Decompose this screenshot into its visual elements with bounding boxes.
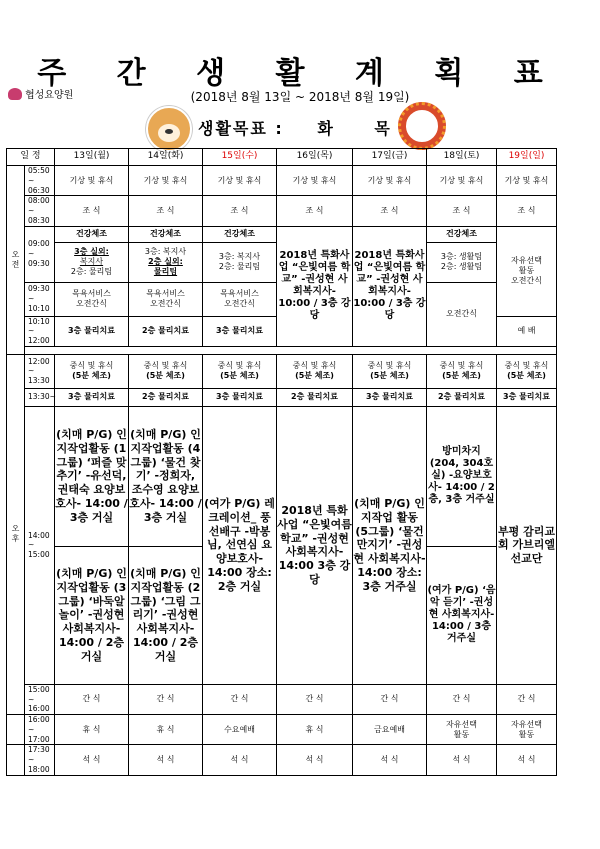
cell: 수요예배 <box>203 715 277 745</box>
cell: 기상 및 휴식 <box>129 166 203 196</box>
cell-line: 3층: 생활팀 <box>440 252 483 261</box>
cell-line: 중식 및 휴식 <box>439 361 484 371</box>
cell-line: 오전간식 <box>511 276 542 285</box>
col-header-schedule: 일 정 <box>7 149 55 166</box>
cell <box>129 282 203 316</box>
cell-line: (5분 체조) <box>370 371 409 381</box>
cell: 간 식 <box>497 684 557 714</box>
cell-line: 3층: 복지사 <box>144 247 187 256</box>
cell-line: 자유선택 <box>446 719 477 729</box>
cell <box>55 242 129 282</box>
tue-pm1-cell: (치매 P/G) 인지작업활동 (4그룹) ‘물건 찾기’ -정희자, 조수영 요양보호사- 14:00 / 3층 거실 <box>129 406 203 546</box>
cell: 건강체조 <box>427 226 497 242</box>
cell: 석 식 <box>129 745 203 775</box>
cell: 석 식 <box>497 745 557 775</box>
cell-line: 목욕서비스 <box>146 289 185 298</box>
wed-pm-cell: (여가 P/G) 레크레이션_ 풍선배구 -박봉님, 선연심 요양보호사- 14:00 장소: 2층 거실 <box>203 406 277 684</box>
cell: 건강체조 <box>203 226 277 242</box>
row-pm-program-1 <box>7 406 557 546</box>
header-row <box>7 149 557 166</box>
cell-line: 2층: 생활팀 <box>440 262 483 271</box>
cell: 간 식 <box>203 684 277 714</box>
cell <box>55 354 129 388</box>
cell: 기상 및 휴식 <box>203 166 277 196</box>
side-blank <box>7 715 25 745</box>
side-blank <box>7 745 25 775</box>
row-wake <box>7 166 557 196</box>
cell-line: 중식 및 휴식 <box>69 361 114 371</box>
cell <box>353 354 427 388</box>
cell-line: 중식 및 휴식 <box>217 361 262 371</box>
cell-line: 중식 및 휴식 <box>292 361 337 371</box>
cell: 조 식 <box>353 196 427 226</box>
cell-line: (5분 체조) <box>295 371 334 381</box>
cell: 기상 및 휴식 <box>427 166 497 196</box>
spacer <box>25 346 557 354</box>
row-rest <box>7 715 557 745</box>
cell-line: (5분 체조) <box>146 371 185 381</box>
cell-line: 자유선택 <box>511 256 542 265</box>
cell-line: 오전간식 <box>224 299 255 308</box>
pm-label: 오 후 <box>7 354 25 714</box>
row-am-end <box>7 346 557 354</box>
cell <box>203 282 277 316</box>
mon-pm1-cell: (치매 P/G) 인지작업활동 (1그룹) ‘퍼즐 맞추기’ -유선덕, 권태숙 요양보호사- 14:00 / 3층 거실 <box>55 406 129 546</box>
cell: 2층 물리치료 <box>427 388 497 406</box>
sat-pm2-cell: (여가 P/G) ‘음악 듣기’ -권성현 사회복지사- 14:00 / 3층 거주실 <box>427 546 497 684</box>
time-slot: 12:00 ~ 13:30 <box>25 354 55 388</box>
cell-line: 중식 및 휴식 <box>143 361 188 371</box>
cell-line: (5분 체조) <box>442 371 481 381</box>
day-fri: 17일(금) <box>353 149 427 166</box>
day-sun: 19일(일) <box>497 149 557 166</box>
cell-line: 3층: 복지사 <box>218 252 261 261</box>
cell: 휴 식 <box>129 715 203 745</box>
row-health-title <box>7 226 557 242</box>
cell-line: 목욕서비스 <box>220 289 259 298</box>
row-lunch <box>7 354 557 388</box>
cell: 기상 및 휴식 <box>277 166 353 196</box>
cell: 조 식 <box>203 196 277 226</box>
heart-wreath-illustration <box>398 102 446 150</box>
day-mon: 13일(월) <box>55 149 129 166</box>
cell-line: 오전간식 <box>150 299 181 308</box>
weekly-schedule-table <box>6 148 557 776</box>
cell-line: 오전간식 <box>76 299 107 308</box>
period: (2018년 8월 13일 ~ 2018년 8월 19일) <box>190 90 410 104</box>
cell: 건강체조 <box>129 226 203 242</box>
cell: 조 식 <box>497 196 557 226</box>
cell-line: 중식 및 휴식 <box>367 361 412 371</box>
life-goal <box>198 116 408 139</box>
time-slot: 05:50 ~ 06:30 <box>25 166 55 196</box>
day-sat: 18일(토) <box>427 149 497 166</box>
time-slot: 17:30 ~ 18:00 <box>25 745 55 775</box>
cell: 조 식 <box>277 196 353 226</box>
cell: 기상 및 휴식 <box>497 166 557 196</box>
goal-label: 생활목표 : <box>198 119 284 138</box>
cell <box>129 354 203 388</box>
page-title: 주 간 생 활 계 획 표 <box>37 56 563 91</box>
cell: 조 식 <box>129 196 203 226</box>
cell <box>277 354 353 388</box>
day-tue: 14일(화) <box>129 149 203 166</box>
cell: 예 배 <box>497 316 557 346</box>
cell-line: (5분 체조) <box>220 371 259 381</box>
cell: 2층 물리치료 <box>129 388 203 406</box>
cell: 3층 물리치료 <box>353 388 427 406</box>
cell-line: 활동 <box>518 729 535 739</box>
cell-line: 복지사 <box>79 257 104 266</box>
thu-pm-cell: 2018년 특화사업 “은빛여름 학교” -권성현 사회복지사- 14:00 3층 강당 <box>277 406 353 684</box>
cell: 휴 식 <box>55 715 129 745</box>
cell: 조 식 <box>55 196 129 226</box>
cell: 석 식 <box>277 745 353 775</box>
cell: 석 식 <box>353 745 427 775</box>
thu-special-cell: 2018년 특화사업 “은빛여름 학교” -권성현 사회복지사- 10:00 / 3층 강당 <box>277 226 353 346</box>
cell: 석 식 <box>427 745 497 775</box>
cell: 3층 물리치료 <box>203 316 277 346</box>
cell: 건강체조 <box>55 226 129 242</box>
sun-free-cell <box>497 226 557 316</box>
cell: 2층 물리치료 <box>277 388 353 406</box>
sun-pm-cell: 부평 감리교회 가브리엘 선교단 <box>497 406 557 684</box>
row-dinner <box>7 745 557 775</box>
org-name: 협성요양원 <box>25 90 74 101</box>
cell-line: 3층 실외: <box>74 247 109 256</box>
cell <box>203 242 277 282</box>
mon-pm2-cell: (치매 P/G) 인지작업활동 (3그룹) ‘바둑알 놀이’ -권성현 사회복지사- 14:00 / 2층 거실 <box>55 546 129 684</box>
cell: 석 식 <box>203 745 277 775</box>
cell: 조 식 <box>427 196 497 226</box>
cell: 간 식 <box>353 684 427 714</box>
time-slot: 16:00 ~ 17:00 <box>25 715 55 745</box>
cell: 간 식 <box>55 684 129 714</box>
cell: 기상 및 휴식 <box>55 166 129 196</box>
cell: 3층 물리치료 <box>497 388 557 406</box>
time-slot: 14:00 ~ 15:00 <box>25 406 55 684</box>
cell <box>427 354 497 388</box>
cell: 오전간식 <box>427 282 497 346</box>
cell: 기상 및 휴식 <box>353 166 427 196</box>
fri-special-cell: 2018년 특화사업 “은빛여름 학교” -권성현 사회복지사- 10:00 / 3층 강당 <box>353 226 427 346</box>
fri-pm-cell: (치매 P/G) 인지작업 활동 (5그룹) ‘물건 만지기’ -권성현 사회복지사- 14:00 장소: 3층 거주실 <box>353 406 427 684</box>
cell: 간 식 <box>277 684 353 714</box>
cell-line: 자유선택 <box>511 719 542 729</box>
cell: 간 식 <box>129 684 203 714</box>
cell: 2층 물리치료 <box>129 316 203 346</box>
cell: 간 식 <box>427 684 497 714</box>
cell: 휴 식 <box>277 715 353 745</box>
row-physio-pm <box>7 388 557 406</box>
cell-line: 2층: 물리팀 <box>218 262 261 271</box>
cell <box>55 282 129 316</box>
day-thu: 16일(목) <box>277 149 353 166</box>
cell <box>427 715 497 745</box>
cell: 3층 물리치료 <box>55 388 129 406</box>
cell-line: 목욕서비스 <box>72 289 111 298</box>
time-slot: 13:30~ <box>25 388 55 406</box>
time-slot: 10:10 ~ 12:00 <box>25 316 55 346</box>
cell-line: (5분 체조) <box>507 371 546 381</box>
tue-pm2-cell: (치매 P/G) 인지작업활동 (2그룹) ‘그림 그리기’ -권성현 사회복지사- 14:00 / 2층 거실 <box>129 546 203 684</box>
time-slot: 09:00 ~ 09:30 <box>25 226 55 282</box>
cell: 금요예배 <box>353 715 427 745</box>
am-label: 오 전 <box>7 166 25 355</box>
cell <box>203 354 277 388</box>
time-slot: 09:30 ~ 10:10 <box>25 282 55 316</box>
cell-line: 2층: 물리팀 <box>70 267 113 276</box>
time-slot: 08:00 ~ 08:30 <box>25 196 55 226</box>
cell-line: 활동 <box>453 729 470 739</box>
cell: 3층 물리치료 <box>203 388 277 406</box>
cell <box>427 242 497 282</box>
cell <box>497 354 557 388</box>
cell-line: (5분 체조) <box>72 371 111 381</box>
dog-illustration <box>146 106 192 152</box>
cell-line: 활동 <box>518 266 535 275</box>
row-snack <box>7 684 557 714</box>
row-breakfast <box>7 196 557 226</box>
goal-value: 화 목 <box>317 119 408 138</box>
cell-line: 물리팀 <box>153 267 178 276</box>
cell <box>129 242 203 282</box>
cell: 석 식 <box>55 745 129 775</box>
time-slot: 15:00 ~ 16:00 <box>25 684 55 714</box>
cell: 3층 물리치료 <box>55 316 129 346</box>
cell-line: 중식 및 휴식 <box>504 361 549 371</box>
sat-pm1-cell: 방미차지 (204, 304호실) -요양보호사- 14:00 / 2층, 3층 거주실 <box>427 406 497 546</box>
cell-line: 2층 실외: <box>148 257 183 266</box>
day-wed: 15일(수) <box>203 149 277 166</box>
cell <box>497 715 557 745</box>
